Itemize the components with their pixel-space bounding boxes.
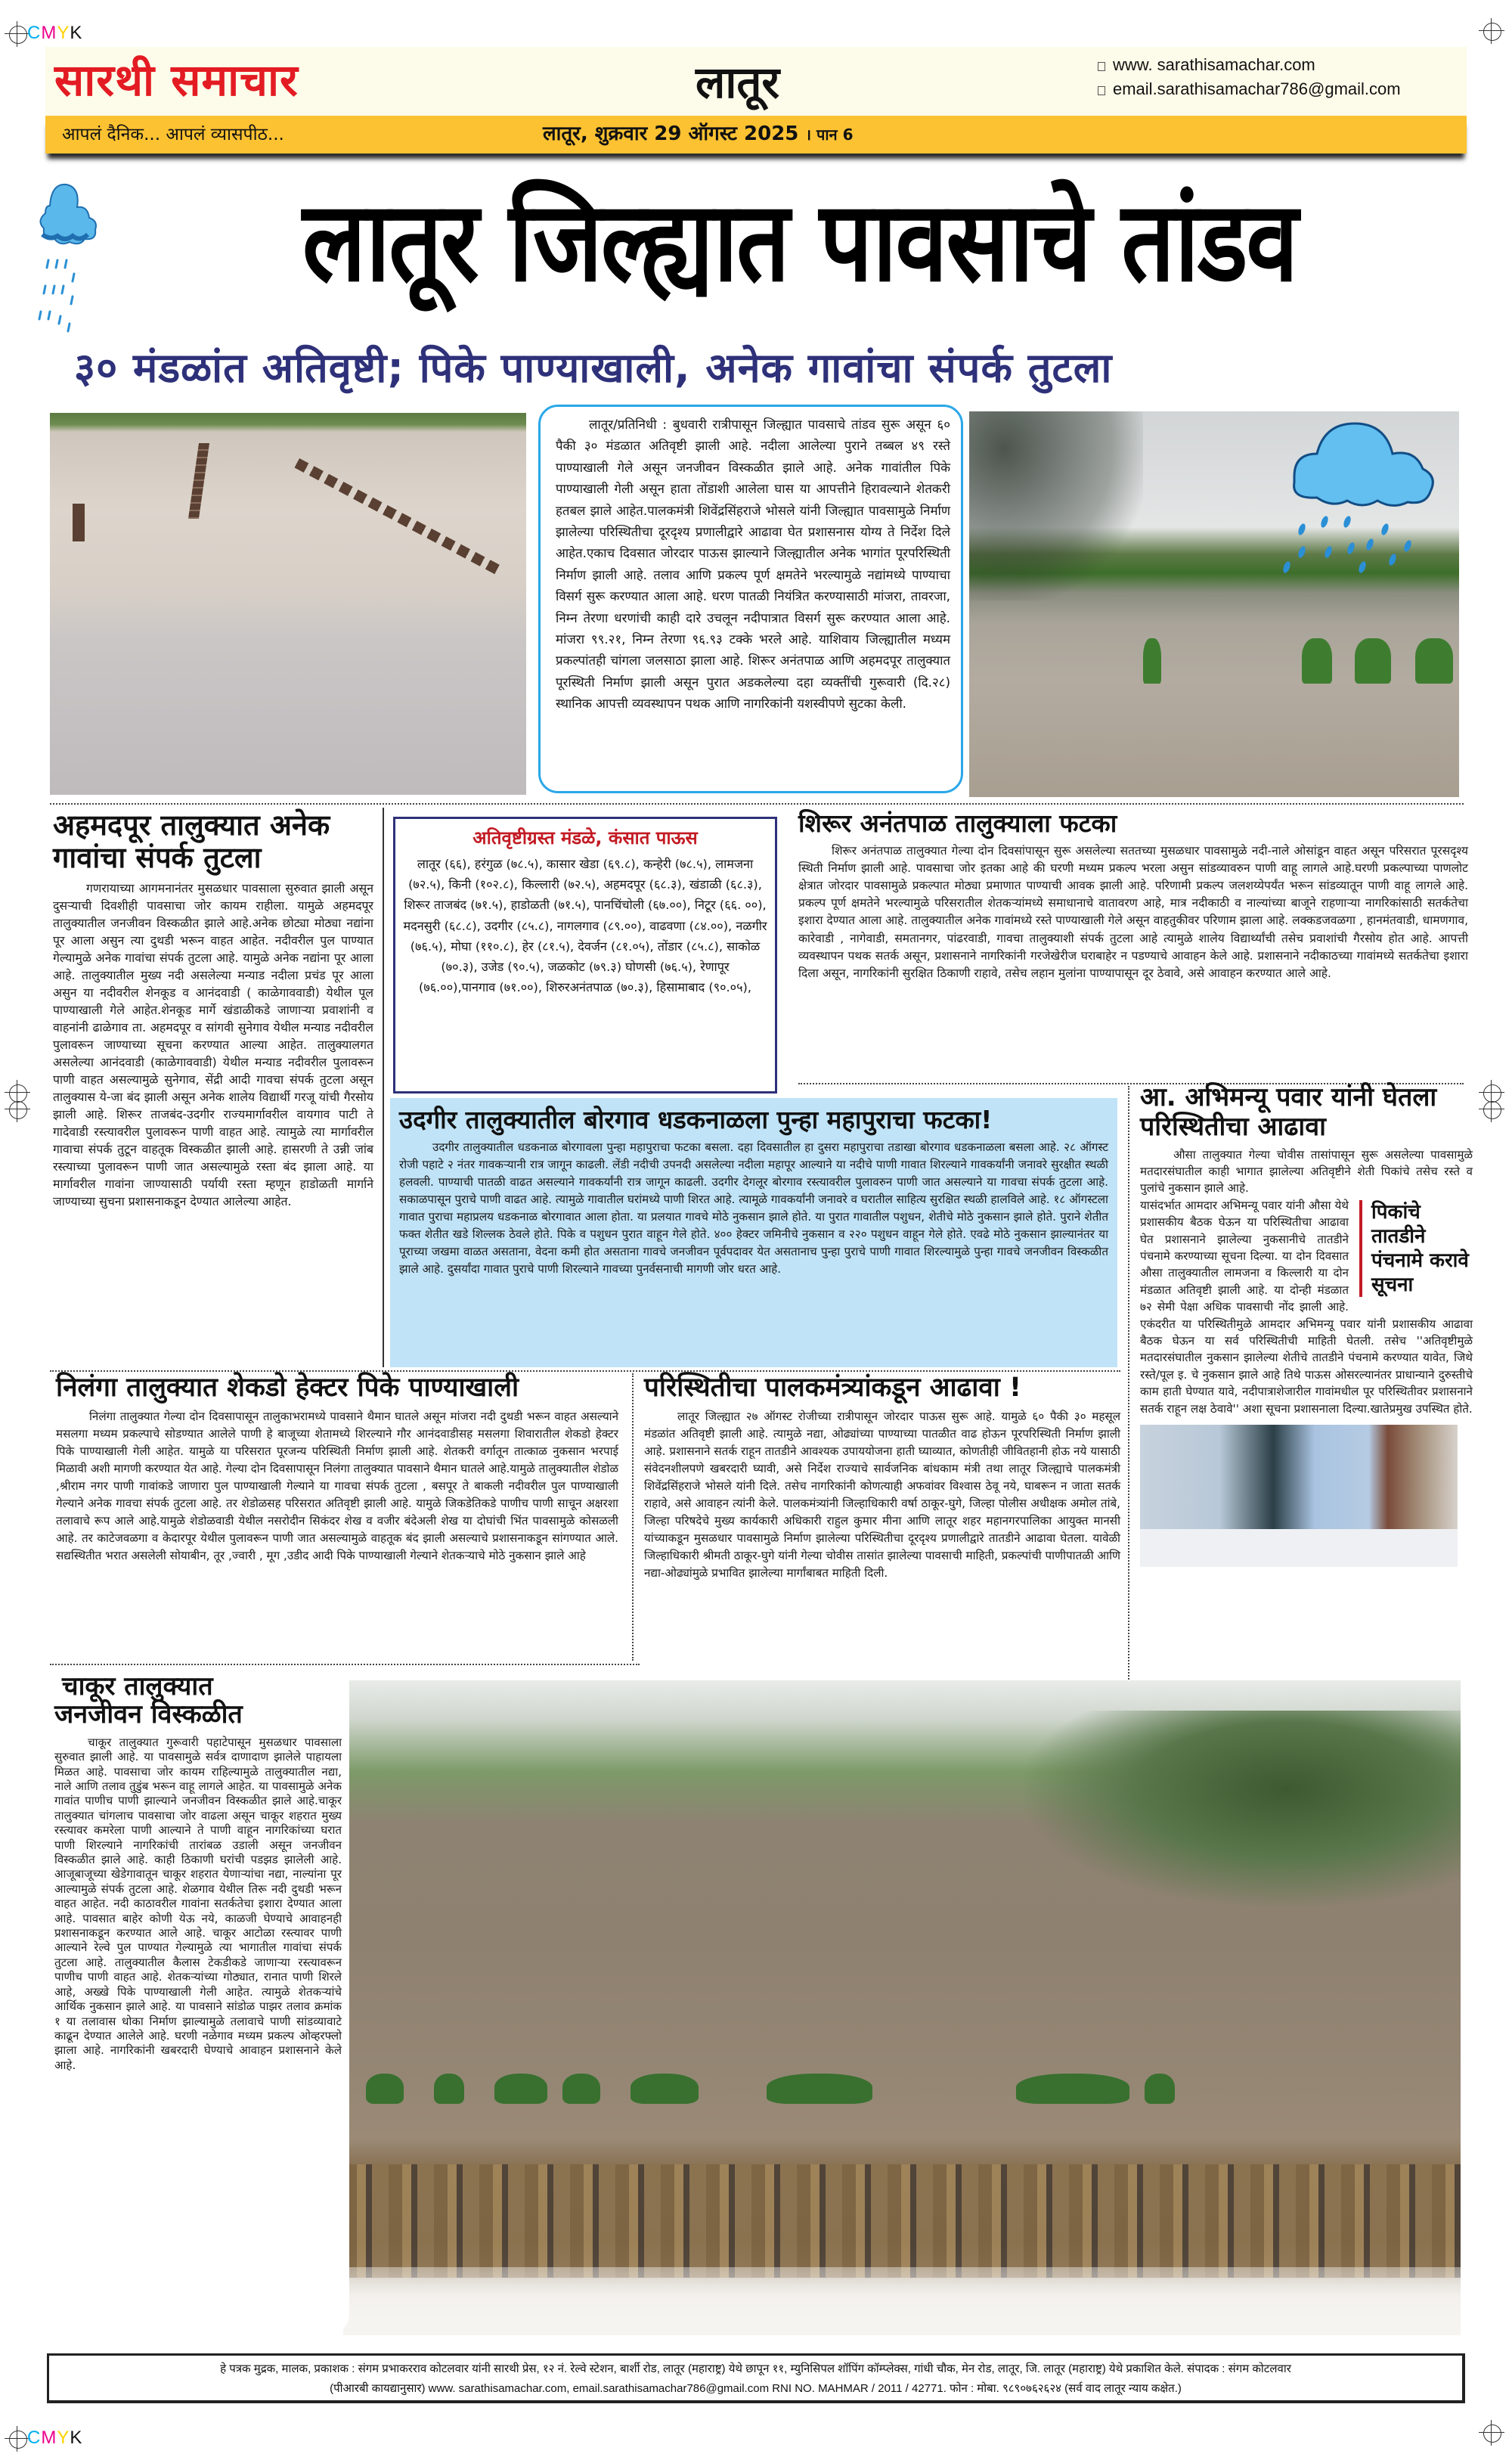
nilanga-article xyxy=(56,1373,618,1565)
bridge-railing xyxy=(294,458,499,574)
lead-story-body: लातूर/प्रतिनिधी : बुधवारी रात्रीपासून जिल्ह्यात पावसाचे तांडव सुरू असून ६० पैकी ३० मंडळात अतिवृष्टी झाली आहे. नदीला आलेल्या पुराने तब्बल ४९ रस्ते पाण्याखाली गेले असून जनजीवन विस्कळीत झाले आहे. अनेक गावांतील पिके पाण्याखाली गेली असून हाता तोंडाशी आलेला घास या आपत्तीने हिरावल्याने शेतकरी हतबल झाले आहेत.पालकमंत्री शिवेंद्रसिंहराजे भोसले यांनी जिल्ह्यात पावसामुळे निर्माण झालेल्या परिस्थितीचा दूरदृश्य प्रणालीद्वारे आढावा घेत प्रशासनास योग्य ते निर्देश दिले आहेत.एकाच दिवसात जोरदार पाऊस झाल्याने जिल्ह्यातील अनेक भागांत पूरपरिस्थिती निर्माण झाली आहे. तलाव आणि प्रकल्प पूर्ण क्षमतेने भरल्यामुळे नद्यांमध्ये पाण्याचा विसर्ग सुरू करण्यात आला आहे. धरण पातळी नियंत्रित करण्यासाठी मांजरा, तावरजा, निम्न तेरणा धरणांची काही दारे उचलून नदीपात्रात विसर्ग सुरू करण्यात आला आहे. मांजरा ९९.२१, निम्न तेरणा ९६.९३ टक्के भरले आहे. याशिवाय जिल्ह्यातील मध्यम प्रकल्पांतही चांगला जलसाठा झाला आहे. शिरूर अनंतपाळ आणि अहमदपूर तालुक्यात पूरस्थिती निर्माण झाली असून पुरात अडकलेल्या दहा व्यक्तींची गुरूवारी (दि.२८) स्थानिक आपत्ती व्यवस्थापन पथक आणि नागरिकांनी यशस्वीपणे सुटका केली. xyxy=(556,417,950,712)
registration-mark-icon xyxy=(5,1097,30,1122)
page-number: । पान 6 xyxy=(805,126,854,144)
edition-city: लातूर xyxy=(696,57,780,108)
pawar-body-continued xyxy=(1140,1197,1473,1417)
imprint-line-1: हे पत्रक मुद्रक, मालक, प्रकाशक : संगम प्रभाकरराव कोटलवार यांनी सारथी प्रेस, १२ नं. रेल्वे स्टेशन, बार्शी रोड, लातूर (महाराष्ट्र) येथे छापून ११, म्युनिसिपल शॉपिंग कॉम्प्लेक्स, गांधी चौक, मेन रोड, लातूर, जि. लातूर (महाराष्ट्र) येथे प्रकाशित केले. संपादक : संगम कोटलवार xyxy=(220,2362,1291,2375)
overflowing-river-weir-photo xyxy=(343,1680,1461,2335)
tree-silhouette xyxy=(969,411,1143,600)
palakmantri-headline: परिस्थितीचा पालकमंत्र्यांकडून आढावा ! xyxy=(644,1373,1021,1403)
date-text: लातूर, शुक्रवार 29 ऑगस्ट 2025 xyxy=(543,123,799,145)
flooded-field-photo xyxy=(969,411,1459,797)
nilanga-body: निलंगा तालुक्यात गेल्या दोन दिवसापासून तालुकाभरामध्ये पावसाने थैमान घातले असून मांजरा नदी दुथडी भरून वाहत असल्याने मसलगा मध्यम प्रकल्पाचे सोडण्यात आलेले पाणी हे बाजूच्या शेतामध्ये शिरल्याने गौर आनंदवाडीसह मसलगा शिवारातील शेकडो हेक्टर पिके पाण्याखाली गेली आहेत. यामुळे या परिसरात पूरजन्य परिस्थिती निर्माण झाली आहे. शेतकरी वर्गातून तात्काळ नुकसान भरपाई मिळावी अशी मागणी करण्यात येत आहे. गेल्या दोन दिवसापासून निलंगा तालुक्यात पावसाने थैमान घातले आहे.यामुळे तालुक्यातील शेडोळ ,श्रीराम नगर पाणी गावांकडे जाणारा पुल पाण्याखाली गेल्याने या गावचा संपर्क तुटला , बसपूर ते बाकली नदीवरील पुल पाण्याखाली गेल्याने अनेक गावचा संपर्क तुटला आहे. तर शेडोळसह परिसरात अतिवृष्टी झाली आहे. यामुळे जिकडेतिकडे पाणीच पाणी साचून अक्षरशा तलावाचे रूप आले आहे.यामुळे शेडोळवाडी येथील नसरोदीन सिकंदर शेख व वजीर बंदेअली शेख या दोघांची भिंत पावसामुळे कोसळली आहे. तर काटेजवळगा व केदारपूर येथील पुलावरून पाणी जात असल्यामुळे वाहतूक बंद झाली असल्याचे प्रशासनाकडून सांगण्यात आले. सद्यस्थितीत भरात असलेली सोयाबीन, तूर ,ज्वारी , मूग ,उडीद आदी पिके पाण्याखाली गेल्याने शेतकऱ्याचे मोठे नुकसान झाले आहे xyxy=(56,1409,618,1562)
registration-mark-icon xyxy=(1479,1097,1504,1122)
rain-cloud-icon xyxy=(1272,416,1438,575)
pawar-pullquote: पिकांचे तातडीने पंचनामे करावे सूचना xyxy=(1359,1200,1473,1297)
dateline xyxy=(543,121,854,147)
nilanga-headline: निलंगा तालुक्यात शेकडो हेक्टर पिके पाण्याखाली xyxy=(56,1373,519,1403)
chakur-article-panel xyxy=(45,1667,349,2335)
main-headline: लातूर जिल्ह्यात पावसाचे तांडव xyxy=(302,178,1297,307)
shirur-article xyxy=(798,809,1468,982)
crop-plant xyxy=(1302,638,1332,684)
cmyk-label: CMYK xyxy=(27,23,83,43)
tagline: आपलं दैनिक... आपलं व्यासपीठ... xyxy=(62,125,284,144)
palakmantri-article xyxy=(644,1373,1120,1582)
cmyk-label-bottom: CMYK xyxy=(27,2427,83,2448)
column-rule xyxy=(383,808,384,1367)
ahmadpur-article xyxy=(53,809,373,1210)
udgir-article-box xyxy=(390,1098,1117,1367)
ahmadpur-headline: अहमदपूर तालुक्यात अनेक गावांचा संपर्क तुटला xyxy=(53,808,330,875)
submerged-bush xyxy=(562,2074,600,2104)
crop-plant xyxy=(1355,638,1391,684)
column-divider xyxy=(50,1370,1120,1372)
imprint-footer xyxy=(47,2353,1465,2403)
udgir-headline: उदगीर तालुक्यातील बोरगाव धडकनाळला पुन्हा महापुराचा फटका! xyxy=(399,1105,993,1134)
lead-story-box xyxy=(538,405,963,793)
pawar-body-rest: लामजना व किल्लारी या दोन मंडळात अतिवृष्टी झाली आहे. या दोन्ही मंडळात ७२ सेमी पेक्षा अधिक पावसाची नोंद झाली आहे. एकंदरीत या परिस्थितीमुळे आमदार अभिमन्यू पवार यांनी प्रशासकीय आढावा बैठक घेऊन या सर्व परिस्थितीची माहिती घेतली. तसेच ''अतिवृष्टीमुळे मतदारसंघातील नुकसान झालेल्या शेतीचे तातडीने पंचनामे करण्यात यावेत, जिथे रस्ते/पूल इ. चे नुकसान झाले आहे तिथे पाऊस ओसरल्यानंतर प्राधान्याने दुरुस्तीचे काम हाती घेण्यात यावे, नदीपात्राशेजारील गावांमधील पूर परिस्थितीवर प्रशासनाने सतर्क राहून लक्ष ठेवावे'' अशा सूचना प्रशासनाला दिल्या.खातेप्रमुख उपस्थित होते. xyxy=(1140,1266,1473,1416)
column-divider xyxy=(632,1373,634,1661)
meeting-desk xyxy=(1140,1529,1458,1567)
shirur-headline: शिरूर अनंतपाळ तालुक्याला फटका xyxy=(798,808,1117,838)
water-foam xyxy=(343,2267,1461,2335)
rainfall-box-list: लातूर (६६), हरंगुळ (७८.५), कासार खेडा (६९.८), कन्हेरी (७८.५), लामजना (७२.५), किनी (१०२.८), किल्लारी (७२.५), अहमदपूर (६८.३), खंडाळी (६८.३), शिरूर ताजबंद (७१.५), हाडोळती (७१.५), पानचिंचोली (६७.००), निटूर (६६. ००), मदनसुरी (६८.८), उदगीर (८५.८), नागलगाव (८९.००), वाढवणा (८४.००), नळगीर (७६.५), मोघा (११०.८), हेर (८१.५), देवर्जन (८१.०५), तोंडार (८५.८), साकोळ (७०.३), उजेड (९०.५), जळकोट (७९.३) घोणसी (७६.५), रेणापूर (७६.००),पानगाव (७१.००), शिरुरअनंतपाळ (७०.३), हिसामाबाद (९०.०५), xyxy=(403,857,767,995)
sub-headline: ३० मंडळांत अतिवृष्टी; पिके पाण्याखाली, अनेक गावांचा संपर्क तुटला xyxy=(74,344,1113,392)
registration-mark-icon xyxy=(1479,18,1504,44)
submerged-bush xyxy=(631,2074,699,2104)
submerged-bush xyxy=(1145,2074,1175,2104)
shirur-body: शिरूर अनंतपाळ तालुक्यात गेल्या दोन दिवसांपासून सुरू असलेल्या सततच्या मुसळधार पावसामुळे नदी-नाले ओसांडून वाहत असून परिसरात पूरसदृश्य स्थिती निर्माण झाली आहे. पावसाचा जोर इतका आहे की घरणी मध्यम प्रकल्प भरला असुन सांडव्यावरुन पाणी वाहू लागले आहे.घरणी प्रकल्पाच्या पाणलोट क्षेत्रात जोरदार पावसामुळे प्रकल्पात मोठ्या प्रमाणात पाण्याची आवक झाली आहे. परिणामी प्रकल्प जलशय्येपर्यंत भरून सांडव्यातून पाणी वाहू लागले आहे. प्रकल्प पूर्ण क्षमतेने भरल्यामुळे परिसरातील शेतकऱ्यांमध्ये समाधानाचे वातावरण आहे, मात्र नदीकाठी व नाल्यांच्या बाजूने राहणाऱ्या नागरिकांसाठी सतर्कतेचा इशारा देण्यात आला आहे. तालुक्यातील अनेक गावांमध्ये रस्ते पाण्याखाली गेले असून वाहतुकीवर परिणाम झाला आहे. लक्कडजवळगा , हानमंतवाडी, धामणगाव, कारेवाडी , नागेवाडी, समतानगर, पांढरवाडी, गावचा तालुक्याशी संपर्क तुटला आहे त्यामुळे शालेय विद्यार्थ्यांची तसेच प्रवाशांची गैरसोय होत आहे. आपत्ती व्यवस्थापन पथक सतर्क असून, प्रशासनाने नागरिकांनी गरजेखेरीज घराबाहेर न पडण्याचे आवाहन केले आहे. प्रशासनाने नदीकाठच्या गावांमध्ये सतर्कतेचा इशारा दिला असून, नागरिकांनी सुरक्षित ठिकाणी राहावे, तसेच लहान मुलांना पाण्यापासून दूर ठेवावे, असे आवाहन करण्यात आले आहे. xyxy=(798,843,1468,981)
review-meeting-photo xyxy=(1140,1425,1458,1567)
flooded-bridge-photo xyxy=(50,413,526,795)
rain-cloud-icon xyxy=(27,175,103,334)
submerged-bush xyxy=(366,2074,404,2104)
rainfall-box-title: अतिवृष्टीग्रस्त मंडळे, कंसात पाऊस xyxy=(472,827,698,848)
bridge-railing xyxy=(73,504,85,541)
bullet-icon xyxy=(1098,62,1105,71)
crop-plant xyxy=(1143,638,1161,684)
chakur-headline xyxy=(54,1673,342,1729)
chakur-headline-line2: जनजीवन विस्कळीत xyxy=(54,1699,243,1730)
chakur-body: चाकूर तालुक्यात गुरूवारी पहाटेपासून मुसळधार पावसाला सुरुवात झाली आहे. या पावसामुळे सर्वत्र दाणादाण झालेले पाहायला मिळत आहे. पावसाचा जोर कायम राहिल्यामुळे तालुक्यातील नद्या, नाले आणि तलाव तुडुंब भरून वाहू लागले आहेत. या पावसामुळे अनेक गावांत पाणीच पाणी झाल्याने जनजीवन विस्कळीत झाले आहे.चाकूर तालुक्यात चांगलाच पावसाचा जोर वाढला असून चाकूर शहरात मुख्य रस्त्यावर कमरेला पाणी आल्याने ते पाणी वाहून नागरिकांच्या घरात पाणी शिरल्याने नागरिकांची तारांबळ उडाली असून जनजीवन विस्कळीत झाले आहे. काही ठिकाणी घरांची पडझड झालेली आहे. आजूबाजूच्या खेडेगावातून चाकूर शहरात येणाऱ्यांचा नद्या, नाल्यांना पूर आल्यामुळे संपर्क तुटला आहे. शेळगाव येथील तिरू नदी दुथडी भरून वाहत आहेत. नदी काठावरील गावांना सतर्कतेचा इशारा देण्यात आला आहे. पावसात बाहेर कोणी येऊ नये, काळजी घेण्याचे आवाहनही प्रशासनाकडून करण्यात आले आहे. चाकूर आटोळा रस्त्यावर पाणी आल्याने रेल्वे पुल पाण्यात गेल्यामुळे त्या भागातील गावांचा संपर्क तुटला आहे. तालुक्यातील कैलास टेकडीकडे जाणाऱ्या रस्त्यावरून पाणीच पाणी वाहत आहे. शेतकऱ्यांच्या गोठ्यात, रानात पाणी शिरले आहे, अख्खे पिके पाण्याखाली गेली आहेत. त्यामुळे शेतकऱ्यांचे आर्थिक नुकसान झाले आहे. या पावसाने सांडोळ पाझर तलाव क्रमांक १ या तलावास धोका निर्माण झाल्यामुळे तलावाचे पाणी सांडव्यावाटे काढून देण्यात आलेले आहे. घरणी नळेगाव मध्यम प्रकल्प ओव्हरफ्लो झाला आहे. नागरिकांनी खबरदारी घेण्याचे आवाहन प्रशासनाने केले आहे. xyxy=(54,1735,342,2072)
bullet-icon xyxy=(1098,86,1105,95)
email-link[interactable]: email.sarathisamachar786@gmail.com xyxy=(1098,79,1401,100)
pawar-article xyxy=(1140,1083,1473,1567)
submerged-bush xyxy=(434,2074,464,2104)
udgir-body: उदगीर तालुक्यातील धडकनाळ बोरगावला पुन्हा महापुराचा फटका बसला. दहा दिवसातील हा दुसरा महापुराचा तडाखा बोरगाव धडकनाळला बसला आहे. २८ ऑगस्ट रोजी पहाटे २ नंतर गावकऱ्यानी रात्र जागून काढली. लेंडी नदीची उपनदी असलेल्या नदीला महापूर आल्याने या नदीचे पाणी गावात शिरल्याने गावकर्यांनी जनावरे सुरक्षीत स्थळी हलवली. पाण्याची पातळी वाढत असल्याने गावकर्यांनी रात्र जागून काढली. उदगीर देगलूर बोरगाव रस्त्यावरील पुलावरुन पाणी जात असल्याने या गावचा संपर्क तुटला आहे. सकाळपासून पुराचे पाणी वाढत आहे. त्यामुळे गावातील घरांमध्ये पाणी शिरत आहे. त्यामूळे गावकर्यांनी जनावरे व घरातील साहित्य सुरक्षित स्थळी हालविले आहे. १८ ऑगस्टला गावात पुराचा महाप्रलय धडकनाळ बोरगावात आला होता. या प्रलयात गावचे मोठे नुकसान झाले होते. या पुरात गावातील पशुधन, शेतीचे मोठे नुकसान झाले होते. पुराने शेतीत फक्त शेतीत खडे शिल्लक ठेवले होते. पिके व पशुधन पुरात वाहून गेले होते. ४०० हेक्टर जमिनीचे नुकसान व २२० पशुधन वाहून गेले होते. एवढे मोठे नुकसान झाल्यानंतर या पूराच्या जखमा वाळत असताना, वेदना कमी होत असताना गावचे जनजीवन पूर्वपदावर येत असतानाच पुन्हा पुराचे पाणी गावात शिरल्यामुळे पुन्हा गावचे जनजीवन विस्कळीत झाले आहे. दुसर्यांदा गावात पुराचे पाणी शिरल्याने गावच्या पुनर्वसनाची मागणी जोर धरत आहे. xyxy=(399,1140,1108,1276)
rainfall-stations-box xyxy=(393,817,777,1094)
submerged-bush xyxy=(767,2074,872,2104)
chakur-headline-line1: चाकूर तालुक्यात xyxy=(62,1671,213,1702)
submerged-bush xyxy=(494,2074,547,2104)
submerged-bush xyxy=(1016,2074,1129,2104)
crop-plant xyxy=(1415,638,1453,684)
column-divider xyxy=(50,803,1464,805)
pawar-body-mid: यासंदर्भात आमदार अभिमन्यू पवार यांनी औसा येथे प्रशासकीय बैठक घेऊन या परिस्थितीचा आढावा घेत प्रशासनाने झालेल्या नुकसानीचे तातडीने पंचनामे करण्याच्या सूचना दिल्या. या दोन दिवसात औसा तालुक्यातील xyxy=(1140,1198,1349,1280)
imprint-line-2: (पीआरबी कायद्यानुसार) www. sarathisamachar.com, email.sarathisamachar786@gmail.com RNI NO. MAHMAR / 2011 / 42771. फोन : मोबा. ९८९०७६२६२४ (सर्व वाद लातूर न्याय कक्षेत.) xyxy=(330,2382,1182,2395)
riverbank-vegetation xyxy=(1024,1711,1461,1907)
palakmantri-body: लातूर जिल्ह्यात २७ ऑगस्ट रोजीच्या रात्रीपासून जोरदार पाऊस सुरू आहे. यामुळे ६० पैकी ३० महसूल मंडळांत अतिवृष्टी झाली आहे. त्यामुळे नद्या, ओढ्यांच्या पाण्याच्या पातळीत वाढ होऊन पूरपरिस्थिती निर्माण झाली आहे. प्रशासनाने सतर्क राहून तातडीने आवश्यक उपाययोजना हाती घ्याव्यात, कोणतीही जीवितहानी होऊ नये यासाठी संवेदनशीलपणे खबरदारी घ्यावी, असे निर्देश राज्याचे सार्वजनिक बांधकाम मंत्री तथा लातूर जिल्ह्याचे पालकमंत्री शिवेंद्रसिंहराजे भोसले यांनी दिले. तसेच नागरिकांनी कोणत्याही अफवांवर विश्वास ठेवू नये, घाबरून न जाता सतर्क राहावे, असे आवाहन त्यांनी केले. पालकमंत्र्यांनी जिल्हाधिकारी वर्षा ठाकूर-घुगे, जिल्हा पोलीस अधीक्षक अमोल तांबे, जिल्हा परिषदेचे मुख्य कार्यकारी अधिकारी राहुल कुमार मीना आणि लातूर शहर महानगरपालिका आयुक्त मानसी यांच्याकडून मुसळधार पावसामुळे निर्माण झालेल्या परिस्थितीचा दूरदृश्य प्रणालीद्वारे तातडीने आढावा घेतला. यावेळी जिल्हाधिकारी श्रीमती ठाकूर-घुगे यांनी गेल्या चोवीस तासांत झालेल्या पावसाची माहिती, प्रकल्पांची पाणीपातळी आणि नद्या-ओढ्यांमुळे प्रभावित झालेल्या मार्गांबाबत माहिती दिली. xyxy=(644,1409,1120,1580)
newspaper-logo: सारथी समाचार xyxy=(54,54,299,106)
registration-mark-icon xyxy=(5,21,30,47)
pawar-body-intro: औसा तालुक्यात गेल्या चोवीस तासांपासून सुरू असलेल्या पावसामुळे मतदारसंघातील काही भागात झालेल्या अतिवृष्टीने शेती पिकांचे तसेच रस्ते व पुलांचे नुकसान झाले आहे. xyxy=(1140,1147,1473,1196)
registration-mark-icon xyxy=(5,2426,30,2452)
registration-mark-icon xyxy=(1479,2420,1504,2446)
pawar-headline: आ. अभिमन्यू पवार यांनी घेतला परिस्थितीचा आढावा xyxy=(1140,1082,1437,1142)
column-divider xyxy=(50,1664,640,1665)
website-link[interactable]: www. sarathisamachar.com xyxy=(1098,54,1315,76)
column-divider xyxy=(1128,1086,1129,1736)
bridge-railing xyxy=(188,443,209,519)
ahmadpur-body: गणरायाच्या आगमनानंतर मुसळधार पावसाला सुरुवात झाली असून दुसऱ्याची दिवशीही पावसाचा जोर कायम राहीला. यामुळे अहमदपूर तालुक्यातील जनजीवन विस्कळीत झाले आहे.अनेक छोट्या मोठ्या नद्यांना पूर आला असुन त्या दुथडी भरून वाहत आहेत. नदीवरील पुल पाण्यात गेल्यामुळे अनेक गावांचा संपर्क तुटला आहे. यामुळे अनेक नद्यांना पूर आला आहे. तालुक्यातील मुख्य नदी असलेल्या मन्याड नदीला प्रचंड पूर आला असुन या नदीवरील शेनकूड व आनंदवाडी ( काळेगाववाडी) येथील पूल पाण्याखाली गेले आहेत.शेनकूड मार्गे खंडाळीकडे जाणाऱ्या प्रवाशांनी व वाहनांनी ढाळेगाव ता. अहमदपूर व सांगवी सुनेगाव येथील मन्याड नदीवरील पुलावरून जाण्याच्या सूचना करण्यात आल्या आहेत. तालुक्यालगत असलेल्या आनंदवाडी (काळेगाववाडी) येथील मन्याड नदीवरील पुलावरून पाणी वाहत असल्यामुळे सुनेगाव, सेंद्री आदी गावचा संपर्क तुटला असून तालुक्यास ये-जा बंद झाली असून अनेक शालेय विद्यार्थी गरजू यांची गैरसोय झाली आहे. शिरूर ताजबंद-उदगीर राज्यमार्गावरील वायगाव पाटी ते गादेवाडी रस्त्यावरील पुलावरून पाणी वाहत आहे. त्यामुळे त्या मार्गावरील गावाचा संपर्क तुटून वाहतूक विस्कळीत झाली आहे. हासरणी ते उन्नी जांब रस्त्याच्या पुलावरून पाणी जात असल्यामुळे रस्ता बंद झाला आहे. या मार्गावरील गावांना जाण्यासाठी पर्यायी रस्ता म्हणून हाडोळती मार्गाने जाण्याच्या सुचना प्रशासनाकडून देण्यात आलेल्या आहेत. xyxy=(53,880,373,1208)
waterfall-weir xyxy=(343,2164,1461,2278)
